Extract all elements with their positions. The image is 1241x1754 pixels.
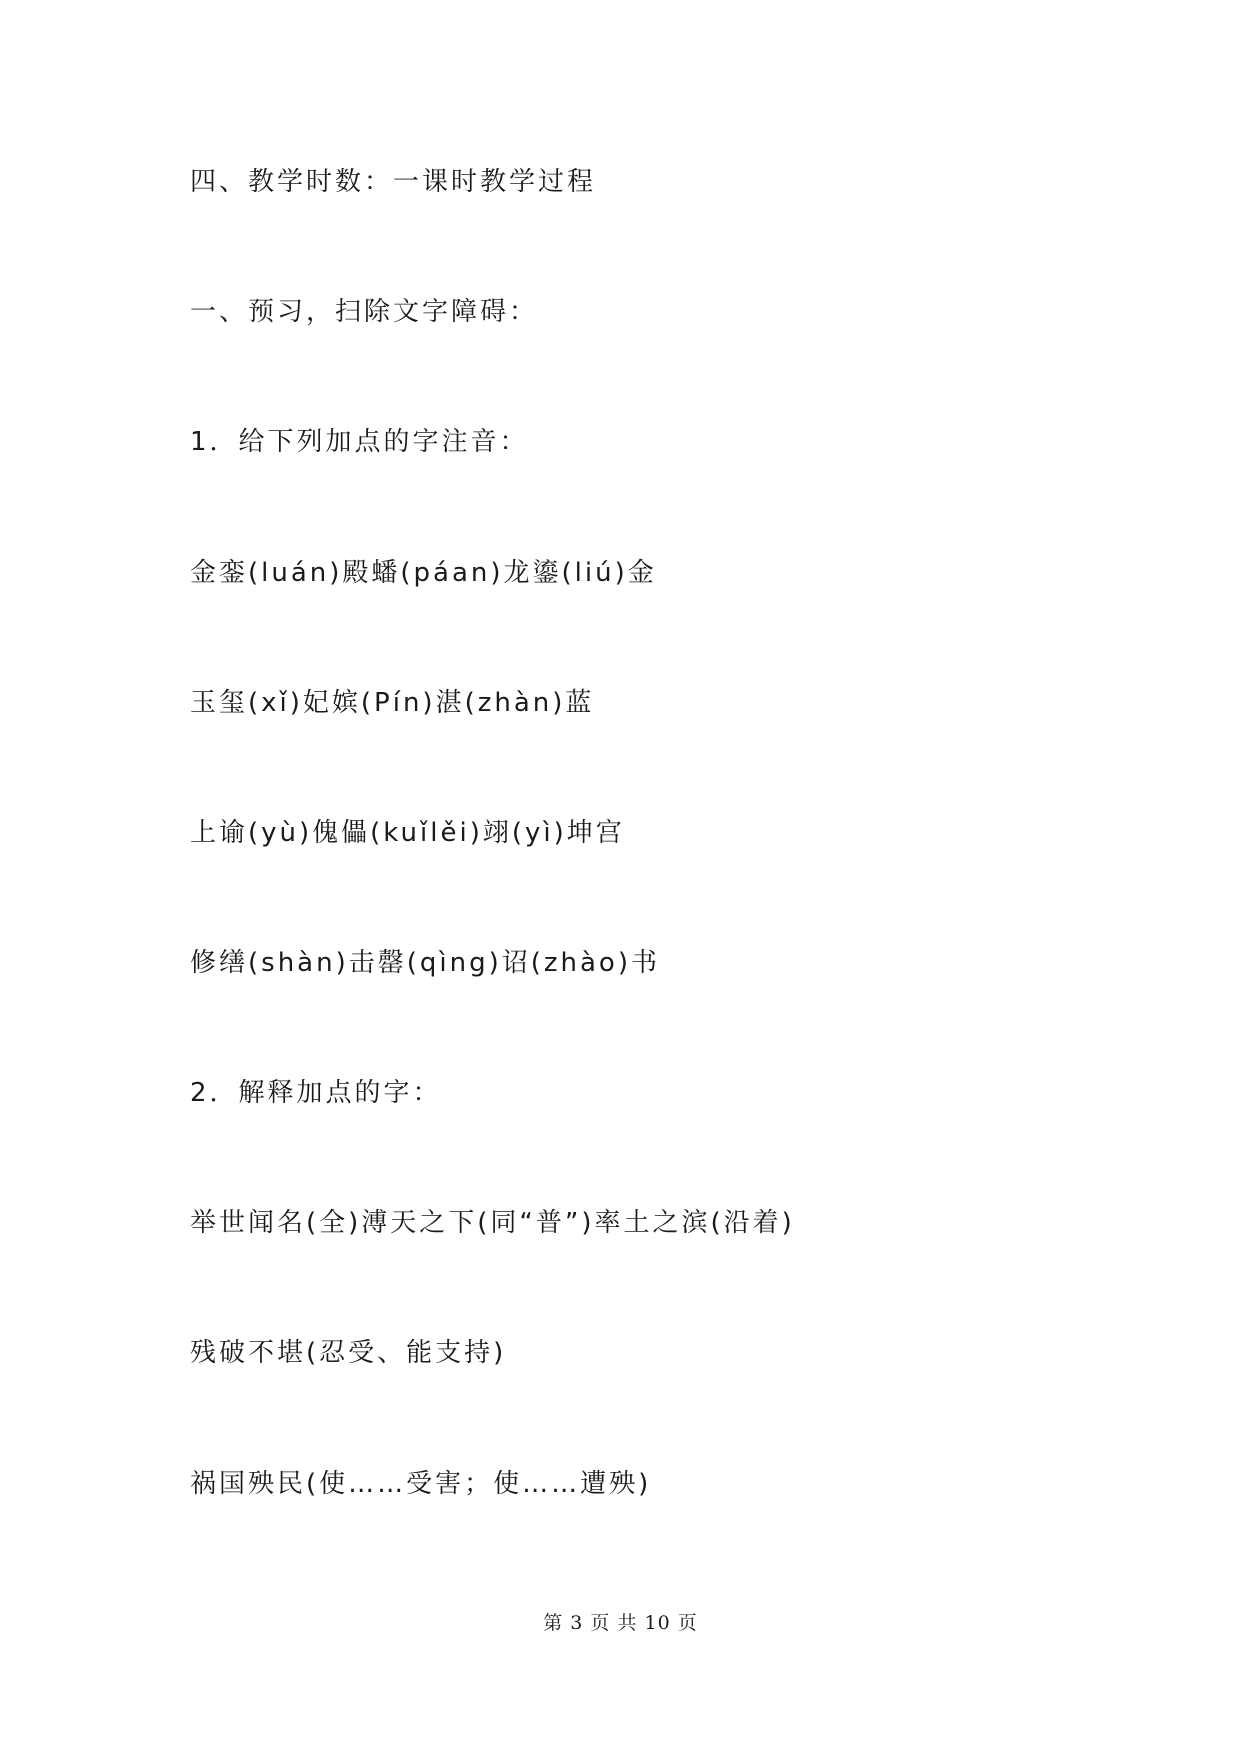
section-heading-preview: 一、预习，扫除文字障碍： [190, 297, 539, 327]
exercise-2-heading: 2．解释加点的字： [190, 1078, 442, 1108]
definition-line-2: 残破不堪(忍受、能支持) [190, 1338, 507, 1368]
definition-line-3: 祸国殃民(使……受害；使……遭殃) [190, 1469, 652, 1499]
pinyin-line-1: 金銮(luán)殿蟠(páan)龙鎏(liú)金 [190, 558, 657, 588]
exercise-1-heading: 1．给下列加点的字注音： [190, 427, 529, 457]
page-number-footer: 第 3 页 共 10 页 [543, 1612, 698, 1634]
pinyin-line-4: 修缮(shàn)击罄(qìng)诏(zhào)书 [190, 948, 660, 978]
definition-line-1: 举世闻名(全)溥天之下(同“普”)率土之滨(沿着) [190, 1208, 795, 1238]
section-heading-teaching-hours: 四、教学时数：一课时教学过程 [190, 167, 597, 197]
pinyin-line-2: 玉玺(xǐ)妃嫔(Pín)湛(zhàn)蓝 [190, 688, 595, 718]
pinyin-line-3: 上谕(yù)傀儡(kuǐlěi)翊(yì)坤宫 [190, 818, 625, 848]
